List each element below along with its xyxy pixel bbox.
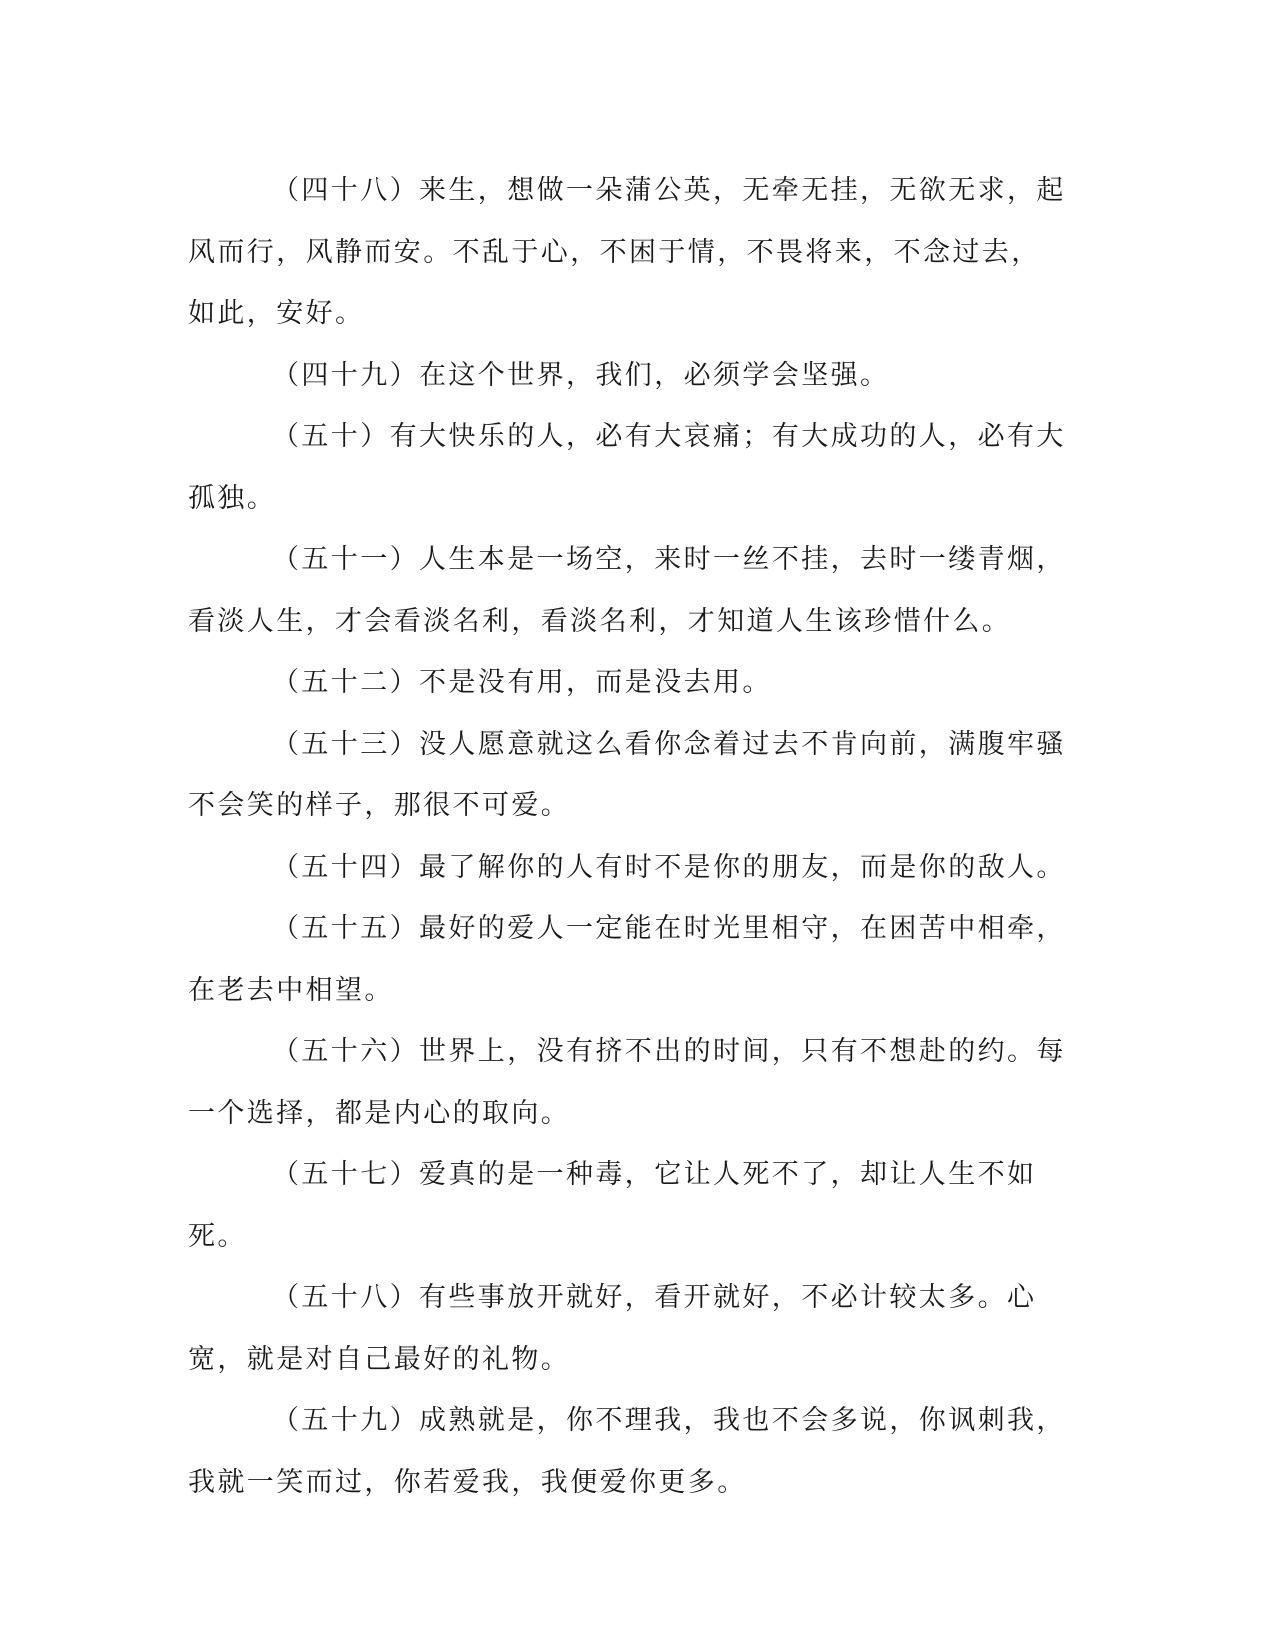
- paragraph-52: （五十二）不是没有用，而是没去用。: [272, 667, 772, 698]
- paragraph-50: （五十）有大快乐的人，必有大哀痛；有大成功的人，必有大孤独。: [188, 421, 1066, 514]
- paragraph-48: （四十八）来生，想做一朵蒲公英，无牵无挂，无欲无求，起风而行，风静而安。不乱于心，不困于情，不畏将来，不念过去，如此，安好。: [188, 175, 1066, 329]
- paragraph-54: （五十四）最了解你的人有时不是你的朋友，而是你的敌人。: [272, 851, 1066, 883]
- paragraph-56: （五十六）世界上，没有挤不出的时间，只有不想赴的约。每一个选择，都是内心的取向。: [188, 1036, 1066, 1129]
- paragraph-53: （五十三）没人愿意就这么看你念着过去不肯向前，满腹牢骚不会笑的样子，那很不可爱。: [188, 728, 1066, 821]
- paragraph-57: （五十七）爱真的是一种毒，它让人死不了，却让人生不如死。: [188, 1159, 1037, 1252]
- paragraph-55: （五十五）最好的爱人一定能在时光里相守，在困苦中相牵，在老去中相望。: [188, 913, 1066, 1006]
- paragraph-49: （四十九）在这个世界，我们，必须学会坚强。: [272, 359, 890, 391]
- document-body: [188, 160, 1068, 1513]
- paragraph-58: （五十八）有些事放开就好，看开就好，不必计较太多。心宽，就是对自己最好的礼物。: [188, 1282, 1037, 1375]
- paragraph-51: （五十一）人生本是一场空，来时一丝不挂，去时一缕青烟，看淡人生，才会看淡名利，看淡名利，才知道人生该珍惜什么。: [188, 544, 1066, 637]
- paragraph-59: （五十九）成熟就是，你不理我，我也不会多说，你讽刺我，我就一笑而过，你若爱我，我便爱你更多。: [188, 1405, 1066, 1498]
